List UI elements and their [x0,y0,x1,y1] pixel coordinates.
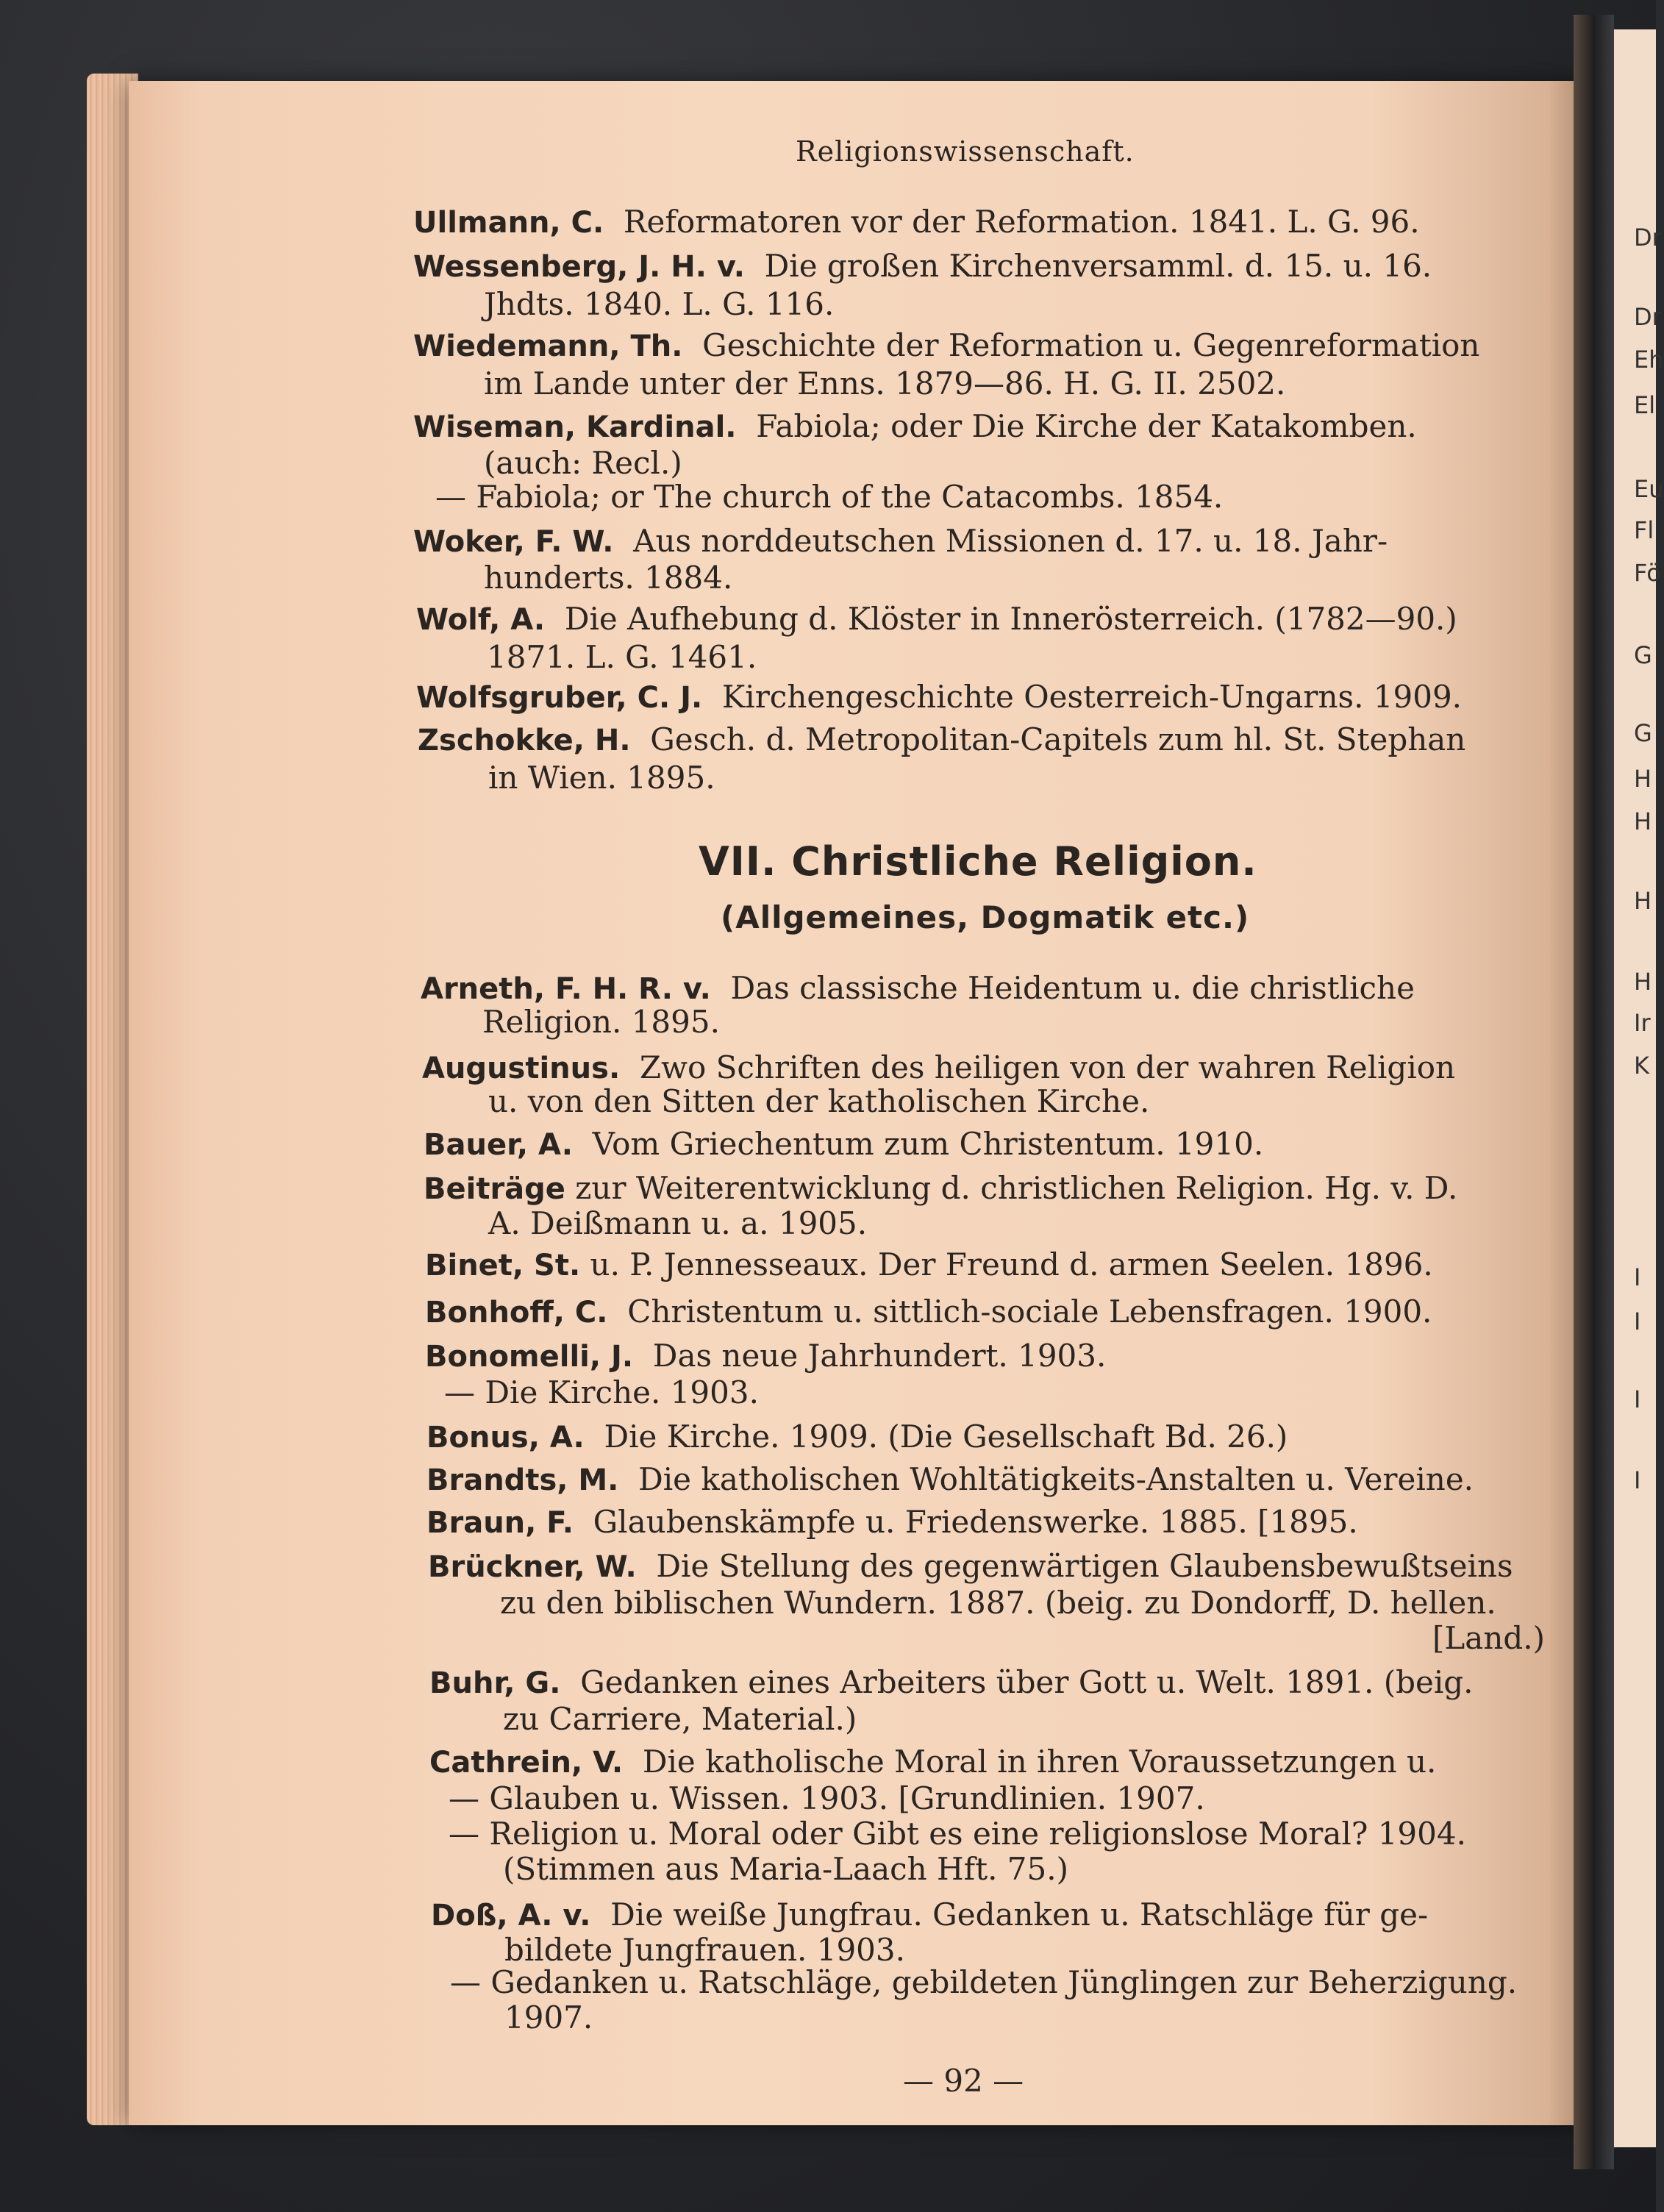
next-page-fragment: Eu [1634,475,1664,503]
entry-author: Ullmann, C. [413,206,604,240]
page-number: — 92 — [903,2063,1024,2099]
entry-ullmann [413,204,1420,240]
entry-text-continuation: in Wien. 1895. [488,760,715,796]
next-page-fragment: Dr [1634,224,1662,251]
entry-author: Wiedemann, Th. [413,329,683,363]
entry-beitraege [424,1171,1457,1207]
entry-text-continuation: u. von den Sitten der katholischen Kirche. [488,1083,1150,1119]
entry-bonus [426,1419,1288,1455]
entry-text: Christentum u. sittlich-sociale Lebensfragen. 1900. [627,1294,1432,1330]
entry-text-continuation: Religion. 1895. [482,1004,720,1040]
entry-text: Das neue Jahrhundert. 1903. [652,1338,1107,1374]
entry-wessenberg [413,249,1432,285]
section-title: VII. Christliche Religion. [699,838,1257,885]
entry-bauer [424,1127,1263,1163]
entry-text-continuation: 1871. L. G. 1461. [487,639,757,675]
entry-author: Braun, F. [426,1506,574,1540]
next-page-fragment: Ir [1634,1009,1651,1037]
entry-text-continuation: (auch: Recl.) [484,445,682,481]
entry-text: Die weiße Jungfrau. Gedanken u. Ratschläge für ge- [610,1897,1429,1933]
entry-text: Die katholischen Wohltätigkeits-Anstalten u. Vereine. [638,1461,1474,1497]
entry-author: Bauer, A. [424,1128,573,1162]
entry-author: Cathrein, V. [429,1746,624,1780]
next-page-fragment: Dr [1634,303,1662,331]
entry-text: Aus norddeutschen Missionen d. 17. u. 18. Jahr- [633,523,1388,559]
next-page-fragment: H [1634,807,1652,835]
next-page-fragment: K [1634,1052,1649,1080]
entry-wiseman-sub: — Fabiola; or The church of the Catacombs. 1854. [435,479,1224,515]
entry-author: Wiseman, Kardinal. [413,410,737,444]
entry-wolfsgruber [416,679,1462,716]
entry-text-continuation: A. Deißmann u. a. 1905. [488,1205,868,1241]
entry-text-continuation: Jhdts. 1840. L. G. 116. [484,286,835,322]
section-subtitle: (Allgemeines, Dogmatik etc.) [721,899,1250,935]
entry-author: Binet, St. [425,1249,581,1282]
entry-text-continuation: im Lande unter der Enns. 1879—86. H. G. II. 2502. [484,365,1286,402]
next-page-fragment: H [1634,968,1652,996]
next-page-fragment: I [1634,1307,1641,1335]
entry-text: Gesch. d. Metropolitan-Capitels zum hl. St. Stephan [650,721,1466,757]
entry-author: Wolfsgruber, C. J. [416,681,703,715]
entry-text: Geschichte der Reformation u. Gegenreformation [702,327,1480,363]
entry-text: u. P. Jennesseaux. Der Freund d. armen Seelen. 1896. [590,1246,1433,1282]
entry-text-continuation: [Land.) [1432,1620,1545,1656]
entry-wolf [416,602,1457,638]
entry-text: Die katholische Moral in ihren Voraussetzungen u. [642,1744,1437,1780]
entry-doss [431,1897,1428,1933]
next-page-fragment: I [1634,1466,1641,1494]
next-page-fragment: H [1634,887,1652,915]
entry-text-continuation: hunderts. 1884. [484,560,733,596]
running-header: Religionswissenschaft. [796,135,1135,168]
entry-author: Wessenberg, J. H. v. [413,250,745,284]
entry-author: Beiträge [424,1172,565,1206]
entry-brueckner [428,1549,1513,1585]
entry-augustinus [422,1050,1455,1086]
entry-author: Doß, A. v. [431,1899,591,1933]
entry-binet [425,1247,1433,1283]
entry-author: Woker, F. W. [413,525,614,559]
entry-author: Arneth, F. H. R. v. [421,972,711,1006]
entry-braun [426,1505,1358,1541]
entry-bonhoff [425,1294,1432,1330]
next-page-fragment: G [1634,719,1652,747]
entry-text: Die Kirche. 1909. (Die Gesellschaft Bd. 26.) [604,1419,1288,1455]
entry-text: Die Stellung des gegenwärtigen Glaubensbewußtseins [656,1548,1513,1584]
entry-author: Buhr, G. [429,1666,561,1700]
book-gutter [1574,15,1614,2169]
entry-text: Gedanken eines Arbeiters über Gott u. Welt. 1891. (beig. [580,1664,1474,1700]
entry-text: Die Aufhebung d. Klöster in Innerösterreich. (1782—90.) [564,601,1457,637]
entry-author: Brückner, W. [428,1550,637,1584]
entry-wiedemann [413,328,1479,364]
entry-text: Zwo Schriften des heiligen von der wahren Religion [639,1049,1456,1085]
next-page-fragment: Fö [1634,559,1661,587]
entry-text-continuation: zu den biblischen Wundern. 1887. (beig. zu Dondorff, D. hellen. [500,1585,1496,1621]
entry-author: Zschokke, H. [418,724,631,757]
entry-text: Fabiola; oder Die Kirche der Katakomben. [756,408,1417,444]
entry-bonomelli-sub: — Die Kirche. 1903. [444,1374,759,1410]
entry-author: Brandts, M. [426,1463,619,1497]
entry-cathrein [429,1744,1436,1780]
entry-arneth [421,971,1415,1007]
entry-buhr [429,1665,1474,1701]
entry-text-continuation: (Stimmen aus Maria-Laach Hft. 75.) [503,1851,1068,1887]
next-page-fragment: El [1634,391,1656,419]
entry-cathrein-sub: — Religion u. Moral oder Gibt es eine religionslose Moral? 1904. [449,1816,1466,1852]
entry-text-continuation: bildete Jungfrauen. 1903. [504,1932,905,1968]
next-page-fragment: Fl [1634,516,1654,544]
next-page-fragment: G [1634,641,1652,669]
entry-bonomelli [425,1338,1106,1374]
next-page-fragment: I [1634,1385,1641,1413]
entry-author: Augustinus. [422,1052,621,1085]
entry-zschokke [418,722,1465,758]
next-page-fragment: H [1634,765,1652,793]
entry-text-continuation: zu Carriere, Material.) [503,1701,857,1737]
entry-text: Reformatoren vor der Reformation. 1841. L. G. 96. [623,204,1420,240]
entry-author: Bonomelli, J. [425,1340,634,1374]
entry-woker [413,524,1388,560]
entry-author: Wolf, A. [416,603,546,637]
entry-author: Bonhoff, C. [425,1296,608,1330]
entry-text: zur Weiterentwicklung d. christlichen Religion. Hg. v. D. [575,1170,1458,1206]
entry-text: Glaubenskämpfe u. Friedenswerke. 1885. [1895. [593,1504,1358,1540]
entry-doss-sub: — Gedanken u. Ratschläge, gebildeten Jünglingen zur Beherzigung. [450,1964,1518,2000]
entry-text: Das classische Heidentum u. die christliche [730,970,1415,1006]
entry-author: Bonus, A. [426,1421,585,1455]
entry-cathrein-sub: — Glauben u. Wissen. 1903. [Grundlinien. 1907. [449,1780,1205,1816]
entry-text: Die großen Kirchenversamml. d. 15. u. 16. [764,248,1432,284]
next-page-fragment: Eh [1634,346,1664,374]
entry-brandts [426,1462,1474,1498]
next-page-fragment: I [1634,1263,1641,1291]
entry-text: Kirchengeschichte Oesterreich-Ungarns. 1909. [721,679,1463,715]
entry-text-continuation: 1907. [504,1999,593,2036]
entry-text: Vom Griechentum zum Christentum. 1910. [592,1126,1264,1162]
entry-wiseman [413,409,1417,445]
